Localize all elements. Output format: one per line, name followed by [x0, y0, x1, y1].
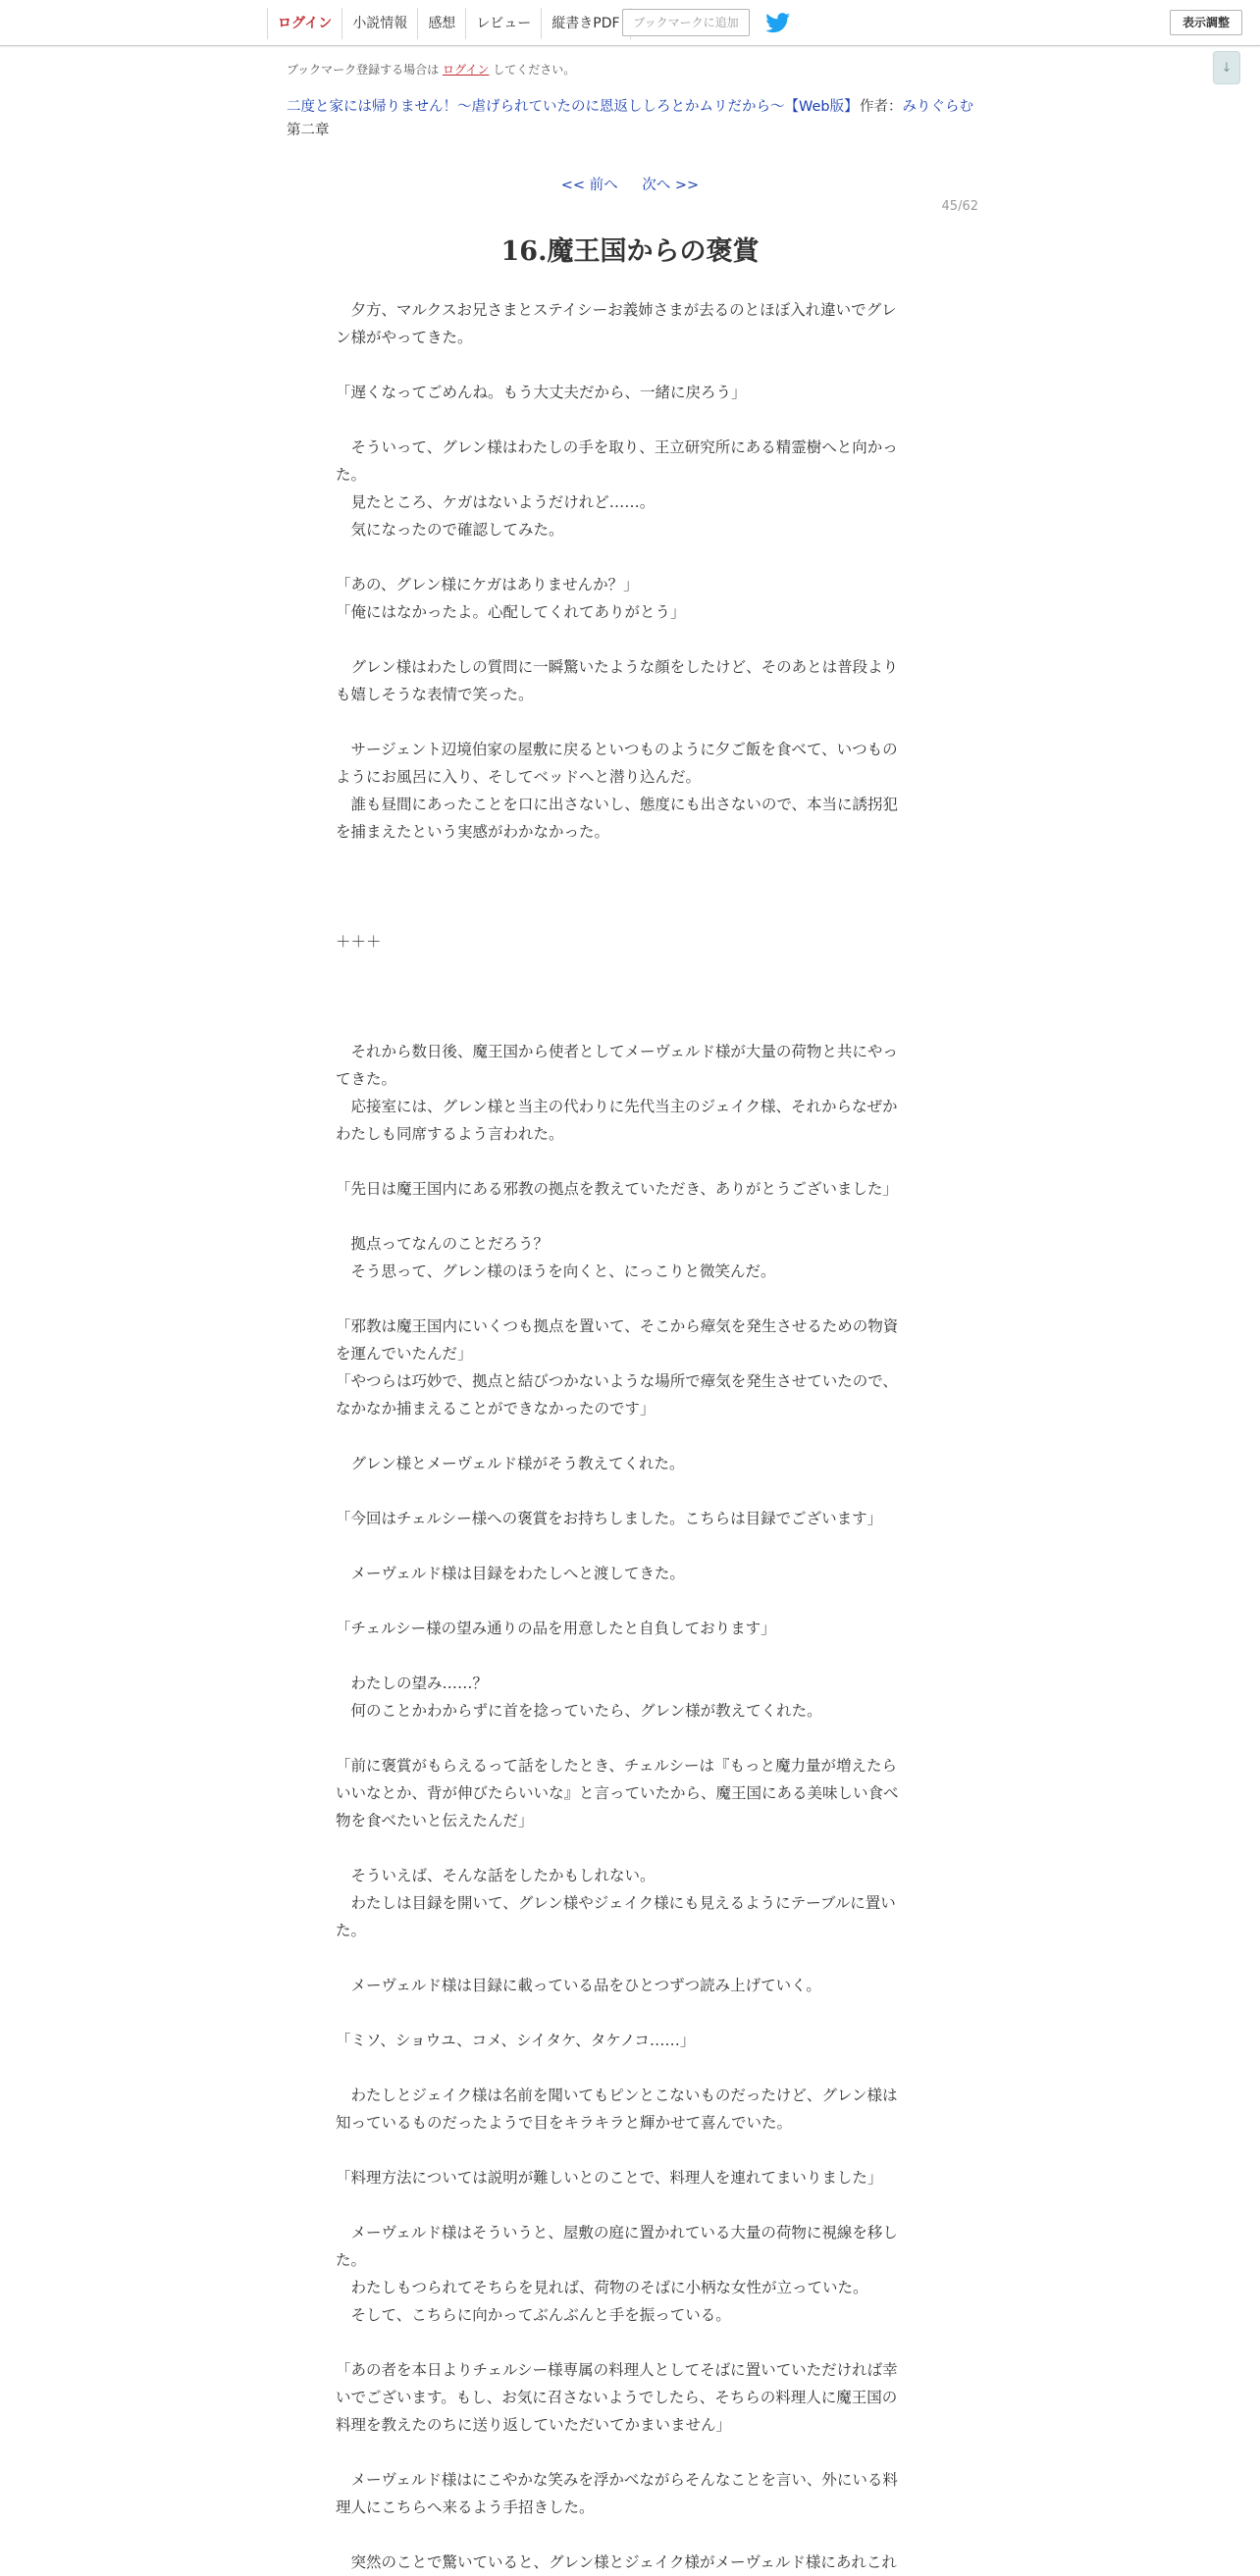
body-line: メーヴェルド様は目録に載っている品をひとつずつ読み上げていく。: [336, 1977, 821, 1994]
body-line: 「料理方法については説明が難しいとのことで、料理人を連れてまいりました」: [336, 2169, 883, 2187]
body-line: いでございます。もし、お気に召さないようでしたら、そちらの料理人に魔王国の: [336, 2389, 898, 2406]
twitter-icon[interactable]: [765, 13, 791, 33]
body-line: [336, 2521, 924, 2549]
body-line: わたしの望み……？: [336, 1674, 489, 1692]
prev-episode-link[interactable]: << 前へ: [560, 178, 618, 193]
body-line: そういえば、そんな話をしたかもしれない。: [336, 1867, 656, 1884]
body-line: わたしも同席するよう言われた。: [336, 1125, 564, 1143]
body-line: [336, 2191, 924, 2219]
body-line: [336, 543, 924, 571]
body-line: わたしもつられてそちらを見れば、荷物のそばに小柄な女性が立っていた。: [336, 2279, 868, 2296]
body-line: [336, 1944, 924, 1972]
body-line: [336, 1422, 924, 1450]
body-line: [336, 1999, 924, 2027]
body-line: 「あの者を本日よりチェルシー様専属の料理人としてそばに置いていただければ幸: [336, 2361, 898, 2379]
add-bookmark-button[interactable]: ブックマークに追加: [622, 9, 750, 36]
author-label: 作者：: [860, 99, 903, 115]
chapter-title: 第二章: [287, 123, 330, 138]
body-line: それから数日後、魔王国から使者としてメーヴェルド様が大量の荷物と共にやっ: [336, 1043, 898, 1060]
body-line: た。: [336, 1922, 367, 1939]
display-settings-button[interactable]: 表示調整: [1170, 10, 1242, 35]
next-episode-link[interactable]: 次へ >>: [642, 178, 700, 193]
body-line: 「チェルシー様の望み通りの品を用意したと自負しております」: [336, 1620, 776, 1637]
body-line: [336, 1725, 924, 1752]
body-line: 知っているものだったようで目をキラキラと輝かせて喜んでいた。: [336, 2114, 793, 2132]
body-line: そう思って、グレン様のほうを向くと、にっこりと微笑んだ。: [336, 1262, 776, 1280]
body-line: [336, 1477, 924, 1505]
body-line: [336, 983, 924, 1010]
body-line: わたしとジェイク様は名前を聞いてもピンとこないものだったけど、グレン様は: [336, 2087, 898, 2104]
body-line: も嬉しそうな表情で笑った。: [336, 686, 534, 703]
body-line: 見たところ、ケガはないようだけれど……。: [336, 493, 656, 511]
body-line: 突然のことで驚いていると、グレン様とジェイク様がメーヴェルド様にあれこれ: [336, 2553, 897, 2571]
body-line: [336, 2054, 924, 2082]
series-title-link[interactable]: 二度と家には帰りません！～虐げられていたのに恩返ししろとかムリだから～【Web版】: [287, 99, 859, 115]
body-line: 「邪教は魔王国内にいくつも拠点を置いて、そこから瘴気を発生させるための物資: [336, 1317, 899, 1335]
body-line: [336, 1532, 924, 1560]
body-line: いいなとか、背が伸びたらいいな』と言っていたから、魔王国にある美味しい食べ: [336, 1784, 899, 1802]
notice-prefix: ブックマーク登録する場合は: [287, 63, 440, 77]
body-line: を運んでいたんだ」: [336, 1345, 473, 1363]
body-line: 「今回はチェルシー様への褒賞をお持ちしました。こちらは目録でございます」: [336, 1510, 883, 1527]
body-line: [336, 626, 924, 653]
body-line: わたしは目録を開いて、グレン様やジェイク様にも見えるようにテーブルに置い: [336, 1894, 896, 1912]
body-line: [336, 1203, 924, 1230]
body-line: [336, 1587, 924, 1615]
body-line: グレン様とメーヴェルド様がそう教えてくれた。: [336, 1455, 685, 1472]
body-line: てきた。: [336, 1070, 397, 1088]
body-line: [336, 955, 924, 983]
nav-vertical-pdf-link[interactable]: 縦書きPDF: [541, 8, 630, 39]
body-line: [336, 708, 924, 736]
body-line: [336, 1834, 924, 1862]
body-line: 応接室には、グレン様と当主の代わりに先代当主のジェイク様、それからなぜか: [336, 1098, 898, 1115]
body-line: を捕まえたという実感がわかなかった。: [336, 823, 610, 841]
body-line: [336, 1148, 924, 1175]
body-line: 料理を教えたのちに送り返していただいてかまいません」: [336, 2416, 732, 2434]
body-line: [336, 351, 924, 379]
body-line: そういって、グレン様はわたしの手を取り、王立研究所にある精霊樹へと向かっ: [336, 438, 898, 456]
body-line: た。: [336, 2251, 367, 2269]
notice-login-link[interactable]: ログイン: [443, 63, 490, 77]
body-line: [336, 873, 924, 901]
body-line: 「遅くなってごめんね。もう大丈夫だから、一緒に戻ろう」: [336, 384, 747, 401]
bookmark-login-notice: [287, 61, 575, 77]
body-line: [336, 1642, 924, 1670]
body-line: メーヴェルド様はにこやかな笑みを浮かべながらそんなことを言い、外にいる料: [336, 2471, 898, 2489]
body-line: [336, 2329, 924, 2356]
body-line: [336, 1285, 924, 1313]
body-line: サージェント辺境伯家の屋敷に戻るといつものように夕ご飯を食べて、いつもの: [336, 741, 898, 758]
episode-title: 16.魔王国からの褒賞: [500, 236, 760, 267]
body-line: 理人にこちらへ来るよう手招きした。: [336, 2499, 595, 2516]
nav-impressions-link[interactable]: 感想: [417, 8, 465, 39]
body-line: グレン様はわたしの質問に一瞬驚いたような顔をしたけど、そのあとは普段より: [336, 658, 899, 676]
body-line: た。: [336, 466, 367, 484]
body-line: 「やつらは巧妙で、拠点と結びつかないような場所で瘴気を発生させていたので、: [336, 1372, 898, 1390]
notice-suffix: してください。: [493, 63, 576, 77]
body-line: 物を食べたいと伝えたんだ」: [336, 1812, 534, 1829]
body-line: [336, 406, 924, 434]
scroll-down-button[interactable]: ↓: [1213, 51, 1240, 84]
novel-body-text: [336, 296, 924, 2576]
body-line: [336, 846, 924, 873]
body-line: なかなか捕まえることができなかったのです」: [336, 1400, 656, 1417]
body-line: 夕方、マルクスお兄さまとステイシーお義姉さまが去るのとほぼ入れ違いでグレ: [336, 301, 897, 319]
nav-login-link[interactable]: ログイン: [267, 8, 341, 39]
body-line: 「俺にはなかったよ。心配してくれてありがとう」: [336, 603, 686, 621]
episode-pager: [0, 174, 1260, 194]
body-line: [336, 1010, 924, 1038]
body-line: 何のことかわからずに首を捻っていたら、グレン様が教えてくれた。: [336, 1702, 822, 1720]
nav-novel-info-link[interactable]: 小説情報: [341, 8, 417, 39]
top-navigation-bar: [0, 0, 1260, 46]
body-line: ようにお風呂に入り、そしてベッドへと潜り込んだ。: [336, 768, 702, 786]
author-link[interactable]: みりぐらむ: [902, 99, 973, 115]
body-line: ン様がやってきた。: [336, 329, 473, 346]
nav-links: [267, 8, 631, 39]
body-line: 「あの、グレン様にケガはありませんか？」: [336, 576, 639, 593]
body-line: [336, 2137, 924, 2164]
body-line: [336, 901, 924, 928]
nav-review-link[interactable]: レビュー: [465, 8, 541, 39]
body-line: 「前に褒賞がもらえるって話をしたとき、チェルシーは『もっと魔力量が増えたら: [336, 1757, 898, 1775]
body-line: メーヴェルド様はそういうと、屋敷の庭に置かれている大量の荷物に視線を移し: [336, 2224, 898, 2241]
page-number: 45/62: [941, 199, 978, 214]
body-line: そして、こちらに向かってぶんぶんと手を振っている。: [336, 2306, 731, 2324]
body-line: 「ミソ、ショウユ、コメ、シイタケ、タケノコ……」: [336, 2032, 696, 2049]
author-info: [860, 95, 973, 116]
body-line: メーヴェルド様は目録をわたしへと渡してきた。: [336, 1565, 685, 1582]
body-line: ＋＋＋: [336, 933, 382, 951]
body-line: 誰も昼間にあったことを口に出さないし、態度にも出さないので、本当に誘拐犯: [336, 796, 899, 813]
body-line: 拠点ってなんのことだろう？: [336, 1235, 550, 1253]
body-line: 「先日は魔王国内にある邪教の拠点を教えていただき、ありがとうございました」: [336, 1180, 898, 1198]
body-line: 気になったので確認してみた。: [336, 521, 564, 539]
body-line: [336, 2439, 924, 2466]
